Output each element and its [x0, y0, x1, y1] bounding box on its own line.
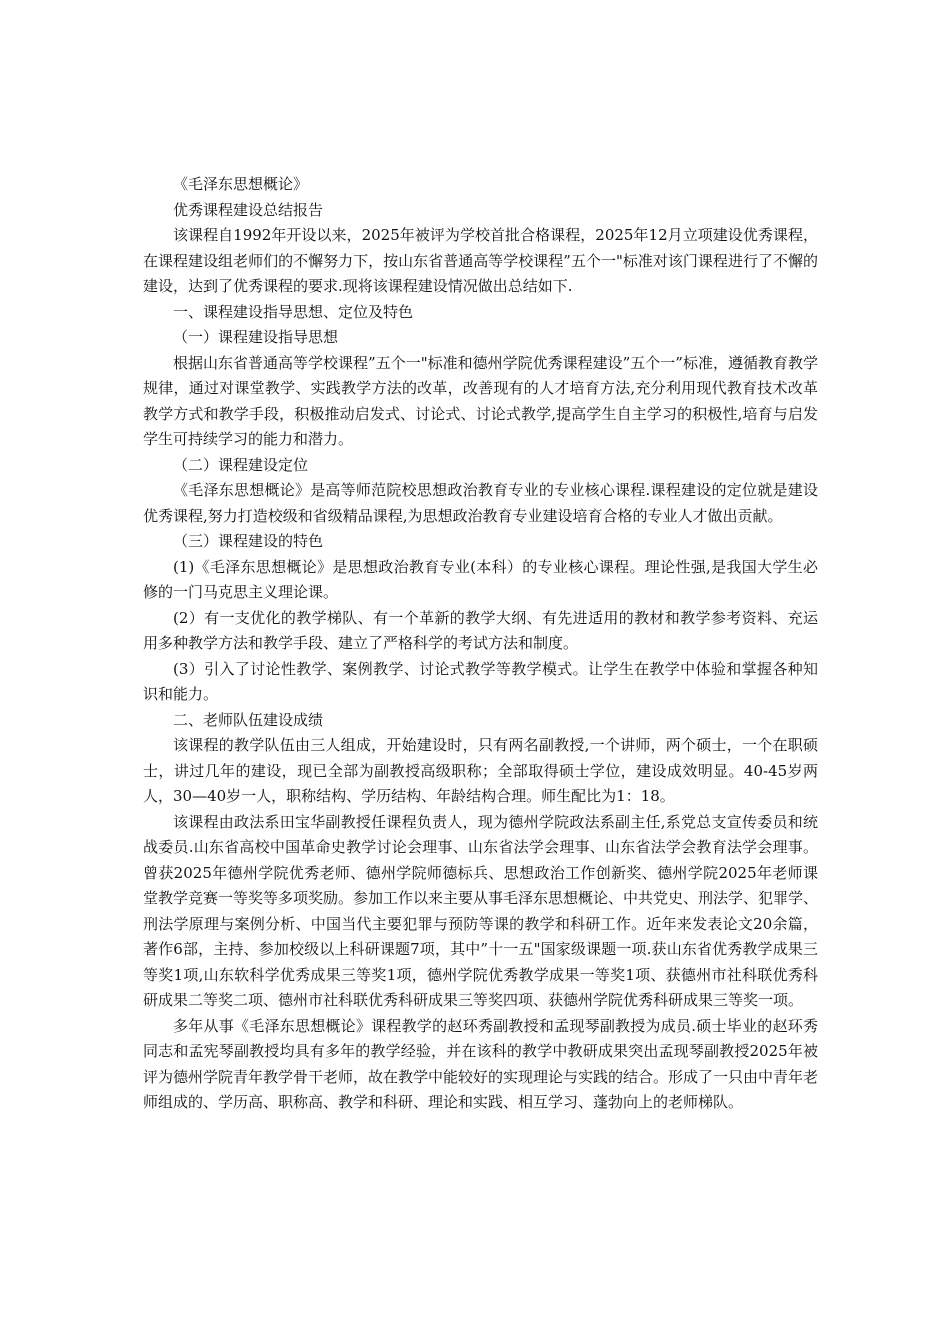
paragraph: 该课程由政法系田宝华副教授任课程负责人，现为德州学院政法系副主任,系党总支宣传委员和统战委员.山东省高校中国革命史教学讨论会理事、山东省法学会理事、山东省法学会教育法学会理事。曾获2025年德州学院优秀老师、德州学院师德标兵、思想政治工作创新奖、德州学院2025年老师课堂教学竞赛一等奖等多项奖励。参加工作以来主要从事毛泽东思想概论、中共党史、刑法学、犯罪学、刑法学原理与案例分析、中国当代主要犯罪与预防等课的教学和科研工作。近年来发表论文20余篇，著作6部，主持、参加校级以上科研课题7项，其中”十一五"国家级课题一项.获山东省优秀教学成果三等奖1项,山东软科学优秀成果三等奖1项，德州学院优秀教学成果一等奖1项、获德州市社科联优秀科研成果二等奖二项、德州市社科联优秀科研成果三等奖四项、获德州学院优秀科研成果三等奖一项。 [143, 812, 819, 1009]
section-heading: 一、课程建设指导思想、定位及特色 [173, 302, 414, 321]
subsection-heading: （一）课程建设指导思想 [173, 328, 339, 346]
paragraph: 《毛泽东思想概论》是高等师范院校思想政治教育专业的专业核心课程.课程建设的定位就是建设优秀课程,努力打造校级和省级精品课程,为思想政治教育专业建设培育合格的专业人才做出贡献。 [143, 481, 818, 525]
document-subtitle: 优秀课程建设总结报告 [173, 200, 324, 219]
list-item: (3）引入了讨论性教学、案例教学、讨论式教学等教学模式。让学生在教学中体验和掌握各种知识和能力。 [143, 659, 818, 703]
list-item: (2）有一支优化的教学梯队、有一个革新的教学大纲、有先进适用的教材和教学参考资料、充运用多种教学方法和教学手段、建立了严格科学的考试方法和制度。 [143, 608, 818, 652]
subsection-heading: （二）课程建设定位 [173, 455, 309, 474]
paragraph: 该课程的教学队伍由三人组成，开始建设时，只有两名副教授,一个讲师，两个硕士，一个在职硕士，讲过几年的建设，现已全部为副教授高级职称；全部取得硕士学位，建设成效明显。40-45岁两人，30—40岁一人，职称结构、学历结构、年龄结构合理。师生配比为1：18。 [143, 736, 818, 805]
section-heading: 二、老师队伍建设成绩 [173, 710, 324, 729]
document-body [143, 172, 818, 1116]
subsection-heading: （三）课程建设的特色 [173, 532, 324, 550]
list-item: (1)《毛泽东思想概论》是思想政治教育专业(本科）的专业核心课程。理论性强,是我国大学生必修的一门马克思主义理论课。 [143, 557, 818, 601]
paragraph: 根据山东省普通高等学校课程”五个一"标准和德州学院优秀课程建设”五个一”标准，遵循教育教学规律，通过对课堂教学、实践教学方法的改革，改善现有的人才培育方法,充分利用现代教育技术改革教学方式和教学手段，积极推动启发式、讨论式、讨论式教学,提高学生自主学习的积极性,培育与启发学生可持续学习的能力和潜力。 [143, 353, 818, 448]
document-title: 《毛泽东思想概论》 [173, 175, 309, 193]
paragraph: 该课程自1992年开设以来，2025年被评为学校首批合格课程，2025年12月立项建设优秀课程，在课程建设组老师们的不懈努力下，按山东省普通高等学校课程”五个一"标准对该门课程进行了不懈的建设，达到了优秀课程的要求.现将该课程建设情况做出总结如下. [143, 226, 818, 295]
paragraph: 多年从事《毛泽东思想概论》课程教学的赵环秀副教授和孟现琴副教授为成员.硕士毕业的赵环秀同志和孟宪琴副教授均具有多年的教学经验，并在该科的教学中教研成果突出孟现琴副教授2025年被评为德州学院青年教学骨干老师，故在教学中能较好的实现理论与实践的结合。形成了一只由中青年老师组成的、学历高、职称高、教学和科研、理论和实践、相互学习、蓬勃向上的老师梯队。 [143, 1016, 819, 1111]
